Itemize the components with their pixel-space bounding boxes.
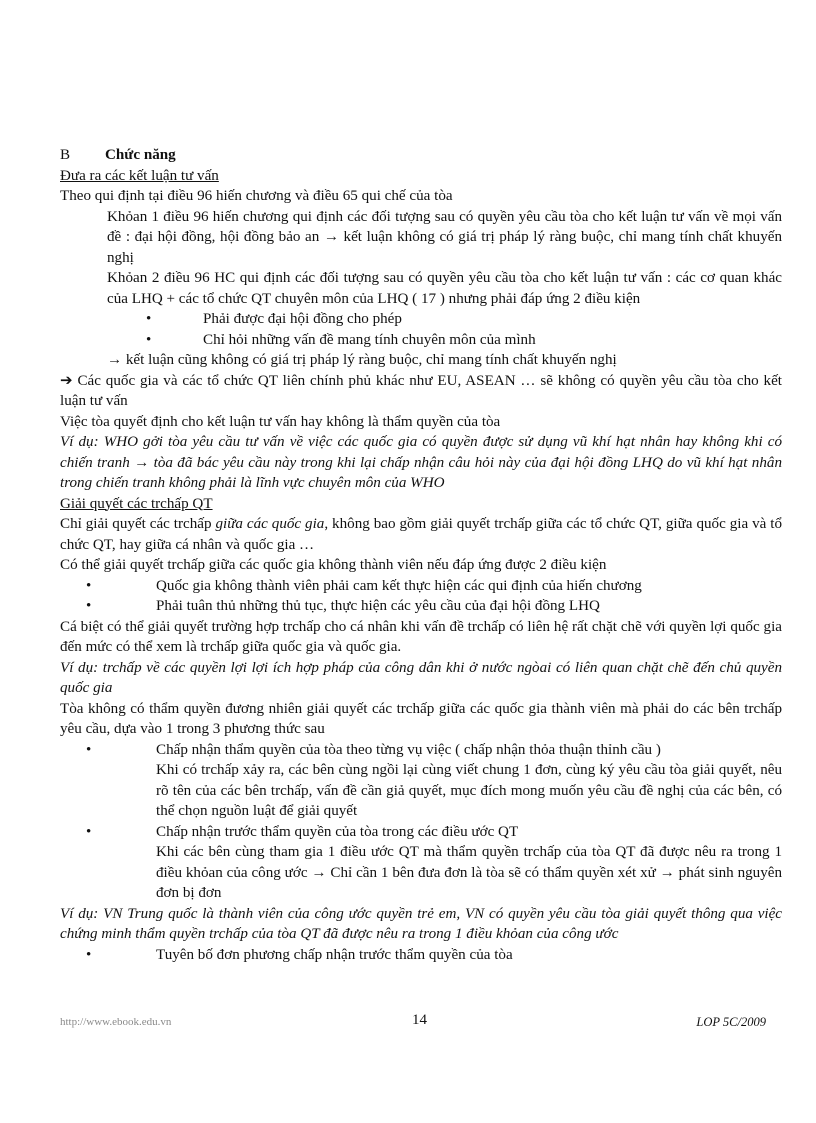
section-title: Chức năng xyxy=(105,147,176,163)
bullet-icon: • xyxy=(86,598,92,614)
page-content xyxy=(60,145,782,965)
bullet-icon: • xyxy=(86,577,92,594)
method-2-detail: Khi các bên cùng tham gia 1 điều ước QT mà thẩm quyền trchấp của tòa QT đã được nêu ra trong 1 điều khỏan của công ước → Chỉ cần 1 bên đưa đơn là tòa sẽ có thẩm quyền xét xử → phát sinh nguyên đơn bị đơn xyxy=(156,844,782,901)
list-item: • Chấp nhận trước thẩm quyền của tòa trong các điều ước QT xyxy=(60,822,782,843)
individual-case: Cá biệt có thể giải quyết trường hợp trchấp cho cá nhân khi vấn đề trchấp có liên hệ rất chặt chẽ với quyền lợi quốc gia đến mức có thể xem là trchấp giữa quốc gia và quốc gia. xyxy=(60,618,782,655)
list-item: • Phải được đại hội đồng cho phép xyxy=(60,309,782,330)
advisory-arrow-note: ➔ Các quốc gia và các tổ chức QT liên chính phủ khác như EU, ASEAN … sẽ không có quyền yêu cầu tòa cho kết luận tư vấn xyxy=(60,372,782,409)
list-item: • Tuyên bố đơn phương chấp nhận trước thẩm quyền của tòa xyxy=(60,945,782,966)
section-heading xyxy=(60,145,782,166)
advisory-clause-2: Khỏan 2 điều 96 HC qui định các đối tượng sau có quyền yêu cầu tòa cho kết luận tư vấn : các cơ quan khác của LHQ + các tổ chức QT chuyên môn của LHQ ( 17 ) nhưng phải đáp ứng 2 điều kiện xyxy=(107,270,782,307)
disputes-scope: Chỉ giải quyết các trchấp giữa các quốc gia, không bao gồm giải quyết trchấp giữa các tổ chức QT, giữa quốc gia và tổ chức QT, hay giữa cá nhân và quốc gia … xyxy=(60,516,782,553)
method-1-detail: Khi có trchấp xảy ra, các bên cùng ngồi lại cùng viết chung 1 đơn, cùng ký yêu cầu tòa giải quyết, nêu rõ tên của các bên trchấp, vấn đề cần giả quyết, mục đích mong muốn yêu cầu đề nghị của các bên, có thể chọn nguồn luật để giải quyết xyxy=(156,762,782,819)
jurisdiction-intro: Tòa không có thẩm quyền đương nhiên giải quyết các trchấp giữa các quốc gia thành viên mà phải do các bên trchấp yêu cầu, dựa vào 1 trong 3 phương thức sau xyxy=(60,700,782,737)
bullet-icon: • xyxy=(146,331,152,348)
list-item: • Phải tuân thủ những thủ tục, thực hiện các yêu cầu của đại hội đồng LHQ xyxy=(60,596,782,617)
nonmember-intro: Có thể giải quyết trchấp giữa các quốc gia không thành viên nếu đáp ứng được 2 điều kiện xyxy=(60,557,607,573)
footer-url[interactable]: http://www.ebook.edu.vn xyxy=(60,1016,172,1028)
disputes-heading: Giải quyết các trchấp QT xyxy=(60,495,213,512)
list-item: • Chấp nhận thẩm quyền của tòa theo từng vụ việc ( chấp nhận thỏa thuận thỉnh cầu ) xyxy=(60,740,782,761)
advisory-intro: Theo qui định tại điều 96 hiến chương và điều 65 qui chế của tòa xyxy=(60,188,453,204)
advisory-heading: Đưa ra các kết luận tư vấn xyxy=(60,167,219,184)
list-item: • Quốc gia không thành viên phải cam kết thực hiện các qui định của hiến chương xyxy=(60,576,782,597)
page-footer xyxy=(60,1012,766,1032)
advisory-clause-1: Khỏan 1 điều 96 hiến chương qui định các đối tượng sau có quyền yêu cầu tòa cho kết luận tư vấn về mọi vấn đề : đại hội đồng, hội đồng bảo an → kết luận không có giá trị pháp lý ràng buộc, chỉ mang tính chất khuyến nghị xyxy=(107,208,782,266)
footer-class-label: LOP 5C/2009 xyxy=(696,1015,766,1029)
advisory-example: Ví dụ: WHO gởi tòa yêu cầu tư vấn về việc các quốc gia có quyền được sử dụng vũ khí hạt nhân hay không khi có chiến tranh → tòa đã bác yêu cầu này trong khi lại chấp nhận câu hỏi này của đại hội đồng LHQ do vũ khí hạt nhân trong chiến tranh không phải là lĩnh vực chuyên môn của WHO xyxy=(60,434,782,491)
disputes-example-2: Ví dụ: VN Trung quốc là thành viên của công ước quyền trẻ em, VN có quyền yêu cầu tòa giải quyết thông qua việc chứng minh thẩm quyền trchấp của tòa QT đã được nêu ra trong 1 điều khỏan của công ước xyxy=(60,905,782,942)
section-letter: B xyxy=(60,147,71,163)
page-number: 14 xyxy=(412,1012,427,1028)
bullet-icon: • xyxy=(146,311,152,327)
advisory-discretion: Việc tòa quyết định cho kết luận tư vấn hay không là thẩm quyền của tòa xyxy=(60,413,501,430)
disputes-example-1: Ví dụ: trchấp về các quyền lợi lợi ích hợp pháp của công dân khi ở nước ngòai có liên quan chặt chẽ đến chủ quyền quốc gia xyxy=(60,659,782,696)
bullet-icon: • xyxy=(86,741,92,758)
bullet-icon: • xyxy=(86,823,92,840)
list-item: • Chỉ hỏi những vấn đề mang tính chuyên môn của mình xyxy=(60,330,782,351)
advisory-conclusion: → kết luận cũng không có giá trị pháp lý ràng buộc, chỉ mang tính chất khuyến nghị xyxy=(107,352,617,368)
bullet-icon: • xyxy=(86,946,92,963)
